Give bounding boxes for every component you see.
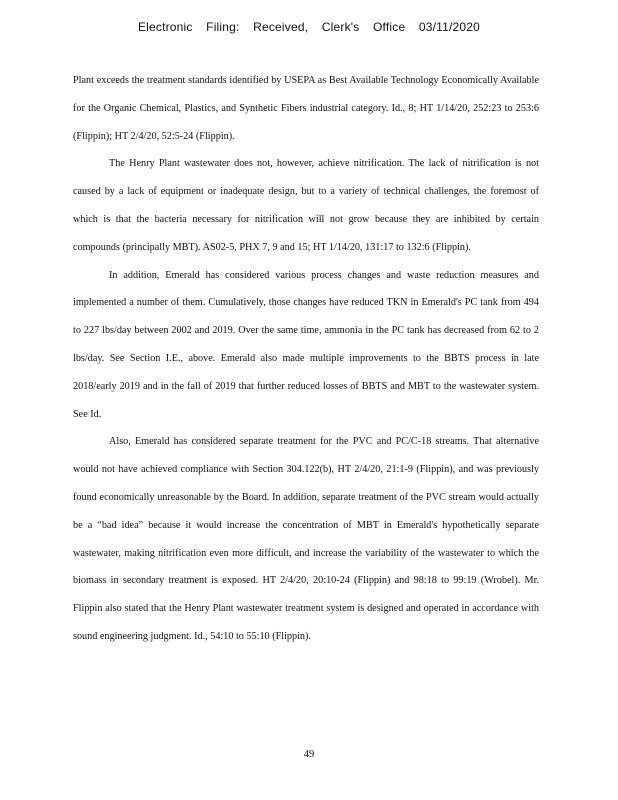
document-body xyxy=(73,67,539,651)
filing-stamp-header: Electronic Filing: Received, Clerk's Office 03/11/2020 xyxy=(137,20,481,34)
paragraph-3: In addition, Emerald has considered various process changes and waste reduction measures and implemented a number of them. Cumulatively, those changes have reduced TKN in Emerald's PC tank from 494 to 227 lbs/day between 2002 and 2019. Over the same time, ammonia in the PC tank has decreased from 62 to 2 lbs/day. See Section I.E., above. Emerald also made multiple improvements to the BBTS process in late 2018/early 2019 and in the fall of 2019 that further reduced losses of BBTS and MBT to the wastewater system. See Id. xyxy=(73,269,539,420)
paragraph-1: Plant exceeds the treatment standards identified by USEPA as Best Available Technology Economically Available for the Organic Chemical, Plastics, and Synthetic Fibers industrial category. Id., 8; HT 1/14/20, 252:23 to 253:6 (Flippin); HT 2/4/20, 52:5-24 (Flippin). xyxy=(73,75,539,142)
page-number: 49 xyxy=(303,749,315,760)
paragraph-4: Also, Emerald has considered separate treatment for the PVC and PC/C-18 streams. That alternative would not have achieved compliance with Section 304.122(b), HT 2/4/20, 21:1-9 (Flippin), and was previously found economically unreasonable by the Board. In addition, separate treatment of the PVC stream would actually be a “bad idea” because it would increase the concentration of MBT in Emerald's hypothetically separate wastewater, making nitrification even more difficult, and increase the variability of the wastewater to which the biomass in secondary treatment is exposed. HT 2/4/20, 20:10-24 (Flippin) and 98:18 to 99:19 (Wrobel). Mr. Flippin also stated that the Henry Plant wastewater treatment system is designed and operated in accordance with sound engineering judgment. Id., 54:10 to 55:10 (Flippin). xyxy=(73,436,539,642)
paragraph-2: The Henry Plant wastewater does not, however, achieve nitrification. The lack of nitrification is not caused by a lack of equipment or inadequate design, but to a variety of technical challenges, the foremost of which is that the bacteria necessary for nitrification will not grow because they are inhibited by certain compounds (principally MBT). AS02-5, PHX 7, 9 and 15; HT 1/14/20, 131:17 to 132:6 (Flippin). xyxy=(73,158,539,253)
